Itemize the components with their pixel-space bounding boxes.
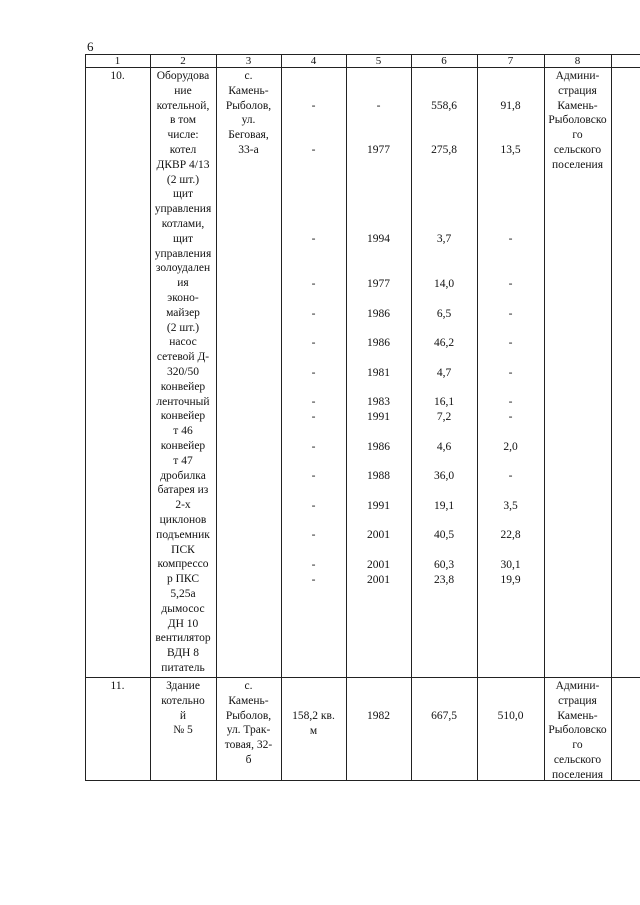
row10-col2-line: питатель — [161, 662, 205, 674]
row10-col2-line: ВДН 8 — [166, 647, 199, 660]
row11-col8-line: сельского — [553, 754, 602, 766]
row10-col2-line: компрессо — [157, 558, 209, 571]
col-border-0 — [85, 54, 86, 781]
row10-col5-year: 1983 — [367, 396, 390, 408]
row10-col7-value: - — [508, 337, 513, 349]
row10-col6-value: 36,0 — [433, 470, 455, 482]
row10-col6-value: 60,3 — [433, 559, 455, 571]
header-bottom-border — [85, 67, 640, 68]
row10-col6-value: 14,0 — [433, 278, 455, 290]
row10-col2-line: ние — [174, 84, 192, 97]
header-col-2: 2 — [180, 55, 186, 67]
row10-col4-value: - — [311, 233, 316, 245]
row10-col7-value: - — [508, 470, 513, 482]
row10-col3-line: с. — [244, 70, 253, 82]
row10-col7-value: 13,5 — [500, 144, 521, 156]
row10-col2-line: т 46 — [173, 425, 193, 438]
row10-col7-value: - — [508, 278, 513, 290]
row10-col8-line: поселения — [552, 158, 603, 171]
row10-col2-line: р ПКС — [167, 573, 199, 586]
row10-col5-year: 1986 — [367, 337, 390, 349]
row10-col4-value: - — [311, 574, 316, 586]
row10-col6-value: 19,1 — [433, 500, 455, 512]
row10-col3-line: Камень- — [228, 84, 269, 97]
row10-col2-line: (2 шт.) — [166, 321, 200, 334]
row10-col5-year: 1988 — [367, 470, 390, 482]
col-border-2 — [216, 54, 217, 781]
row10-col2-line: 2-х — [175, 499, 191, 512]
row10-col7-value: 22,8 — [500, 529, 521, 541]
row10-col5-year: 1977 — [367, 278, 390, 290]
row10-col7-value: 3,5 — [503, 500, 518, 512]
row10-col3-line: ул. — [241, 114, 256, 127]
row10-col2-line: конвейер — [160, 440, 206, 452]
row10-col6-value: 558,6 — [431, 100, 457, 112]
row10-col8-line: Рыболовско — [548, 114, 607, 127]
row10-col4-value: - — [311, 367, 316, 379]
row10-col2-line: конвейер — [160, 410, 206, 423]
row11-col2-line: Здание — [166, 680, 200, 692]
row10-col4-value: - — [311, 500, 316, 512]
row11-number: 11. — [110, 680, 125, 692]
row10-col5-year: 1981 — [367, 367, 390, 379]
row10-col2-line: управления — [154, 203, 212, 216]
row11-col3-line: товая, 32- — [224, 739, 273, 752]
row10-col8-line: го — [572, 129, 583, 142]
header-col-5: 5 — [375, 55, 382, 67]
row10-col2-line: майзер — [166, 306, 200, 319]
row10-col2-line: дробилка — [160, 469, 206, 482]
row10-col2-line: 320/50 — [167, 366, 199, 378]
row10-col6-value: 46,2 — [433, 337, 455, 349]
row10-col6-value: 16,1 — [433, 396, 455, 408]
row11-col6-value: 667,5 — [431, 710, 457, 722]
row10-col6-value: 6,5 — [436, 308, 452, 320]
row10-col2-line: Оборудова — [156, 70, 210, 82]
row10-col7-value: 2,0 — [503, 441, 518, 453]
row10-col4-value: - — [311, 441, 316, 453]
row10-col2-line: щит — [172, 232, 194, 245]
row11-col2-line: котельно — [161, 694, 205, 707]
row10-col2-line: батарея из — [157, 484, 209, 497]
row10-col2-line: 5,25а — [170, 588, 196, 600]
row11-col4-line: м — [309, 724, 318, 737]
row10-col2-line: золоудален — [155, 262, 211, 275]
row10-col3-line: Беговая, — [228, 129, 269, 142]
row10-col2-line: ДКВР 4/13 — [156, 158, 210, 171]
row10-col5-year: - — [376, 100, 381, 112]
row11-col8-line: Админи- — [555, 680, 600, 692]
row10-col2-line: (2 шт.) — [166, 173, 200, 186]
row10-col2-line: котельной, — [156, 99, 210, 112]
header-col-8: 8 — [574, 55, 581, 67]
row10-col5-year: 1994 — [367, 233, 390, 245]
row11-col8-line: Камень- — [557, 709, 598, 722]
row10-col2-line: насос — [169, 336, 197, 349]
row10-col2-line: т 47 — [173, 454, 193, 467]
row10-bottom-border — [85, 677, 640, 678]
row10-col5-year: 2001 — [367, 574, 390, 586]
row11-col8-line: Рыболовско — [548, 724, 607, 737]
row10-col8-line: страция — [558, 84, 597, 97]
row11-col2-line: № 5 — [173, 724, 193, 737]
row10-col6-value: 3,7 — [436, 233, 452, 245]
header-col-3: 3 — [245, 55, 252, 67]
row10-col7-value: - — [508, 367, 513, 379]
row10-col7-value: 91,8 — [500, 100, 521, 112]
row10-col2-line: управления — [154, 247, 212, 260]
row10-col4-value: - — [311, 396, 316, 408]
row10-col2-line: ленточный — [156, 395, 210, 408]
header-col-7: 7 — [507, 55, 514, 67]
row10-col7-value: 30,1 — [500, 559, 521, 571]
row10-col2-line: вентилятор — [155, 632, 211, 645]
row11-col3-line: Камень- — [228, 694, 269, 707]
row11-col3-line: б — [245, 754, 252, 766]
row10-col4-value: - — [311, 278, 316, 290]
row10-col5-year: 2001 — [367, 559, 390, 571]
row11-col8-line: поселения — [552, 768, 603, 781]
row10-col2-line: в том — [170, 114, 196, 127]
row11-col3-line: ул. Трак- — [226, 724, 271, 737]
row10-col4-value: - — [311, 308, 316, 320]
row10-col2-line: котлами, — [161, 218, 205, 230]
row10-col5-year: 1991 — [367, 411, 390, 423]
row10-col7-value: 19,9 — [500, 574, 521, 586]
row11-col3-line: Рыболов, — [225, 709, 272, 722]
row10-col8-line: Камень- — [557, 99, 598, 112]
header-col-1: 1 — [114, 55, 121, 67]
row11-col4-line: 158,2 кв. — [292, 710, 335, 722]
header-col-4: 4 — [310, 55, 317, 67]
row10-col2-line: эконо- — [167, 292, 199, 304]
row10-col4-value: - — [311, 144, 316, 156]
row11-col5-year: 1982 — [367, 710, 390, 722]
row10-col4-value: - — [311, 559, 316, 571]
row10-col2-line: щит — [172, 188, 194, 201]
row10-col5-year: 1991 — [367, 500, 390, 512]
row10-col2-line: подъемник — [156, 528, 210, 541]
row11-col7-value: 510,0 — [497, 710, 524, 722]
page-number: 6 — [87, 39, 94, 54]
row10-col5-year: 1986 — [367, 308, 390, 320]
row10-col2-line: ия — [177, 277, 189, 290]
row10-col4-value: - — [311, 529, 316, 541]
row10-number: 10. — [110, 70, 125, 82]
row10-col2-line: сетевой Д- — [156, 351, 210, 364]
row10-col3-line: 33-а — [238, 144, 259, 156]
row10-col7-value: - — [508, 233, 513, 245]
property-table — [85, 54, 640, 781]
row10-col8-line: Админи- — [555, 70, 600, 82]
row10-col4-value: - — [311, 100, 316, 112]
row10-col2-line: ПСК — [171, 543, 195, 556]
row10-col6-value: 4,6 — [436, 441, 452, 453]
row11-col8-line: страция — [558, 694, 597, 707]
header-col-6: 6 — [441, 55, 447, 67]
row10-col5-year: 1977 — [367, 144, 390, 156]
row10-col2-line: конвейер — [160, 380, 206, 393]
row10-col6-value: 40,5 — [433, 529, 455, 541]
row10-col6-value: 4,7 — [436, 367, 452, 379]
row10-col3-line: Рыболов, — [225, 99, 272, 112]
row10-col7-value: - — [508, 308, 513, 320]
row10-col6-value: 275,8 — [431, 144, 457, 156]
row10-col4-value: - — [311, 337, 316, 349]
row10-col2-line: ДН 10 — [167, 617, 199, 630]
row11-col2-line: й — [179, 709, 187, 722]
row11-col3-line: с. — [244, 680, 253, 692]
row10-col5-year: 1986 — [367, 441, 390, 453]
row10-col4-value: - — [311, 470, 316, 482]
row10-col5-year: 2001 — [367, 529, 390, 541]
row10-col8-line: сельского — [553, 144, 602, 156]
row10-col2-line: числе: — [167, 129, 199, 142]
row10-col2-line: дымосос — [161, 602, 205, 615]
row10-col4-value: - — [311, 411, 316, 423]
row10-col2-line: котел — [169, 144, 197, 156]
row11-col8-line: го — [572, 739, 583, 752]
row10-col7-value: - — [508, 396, 513, 408]
row10-col2-line: циклонов — [159, 514, 207, 526]
col-border-8 — [611, 54, 612, 781]
row10-col7-value: - — [508, 411, 513, 423]
row10-col6-value: 7,2 — [436, 411, 452, 423]
row10-col6-value: 23,8 — [433, 574, 455, 586]
